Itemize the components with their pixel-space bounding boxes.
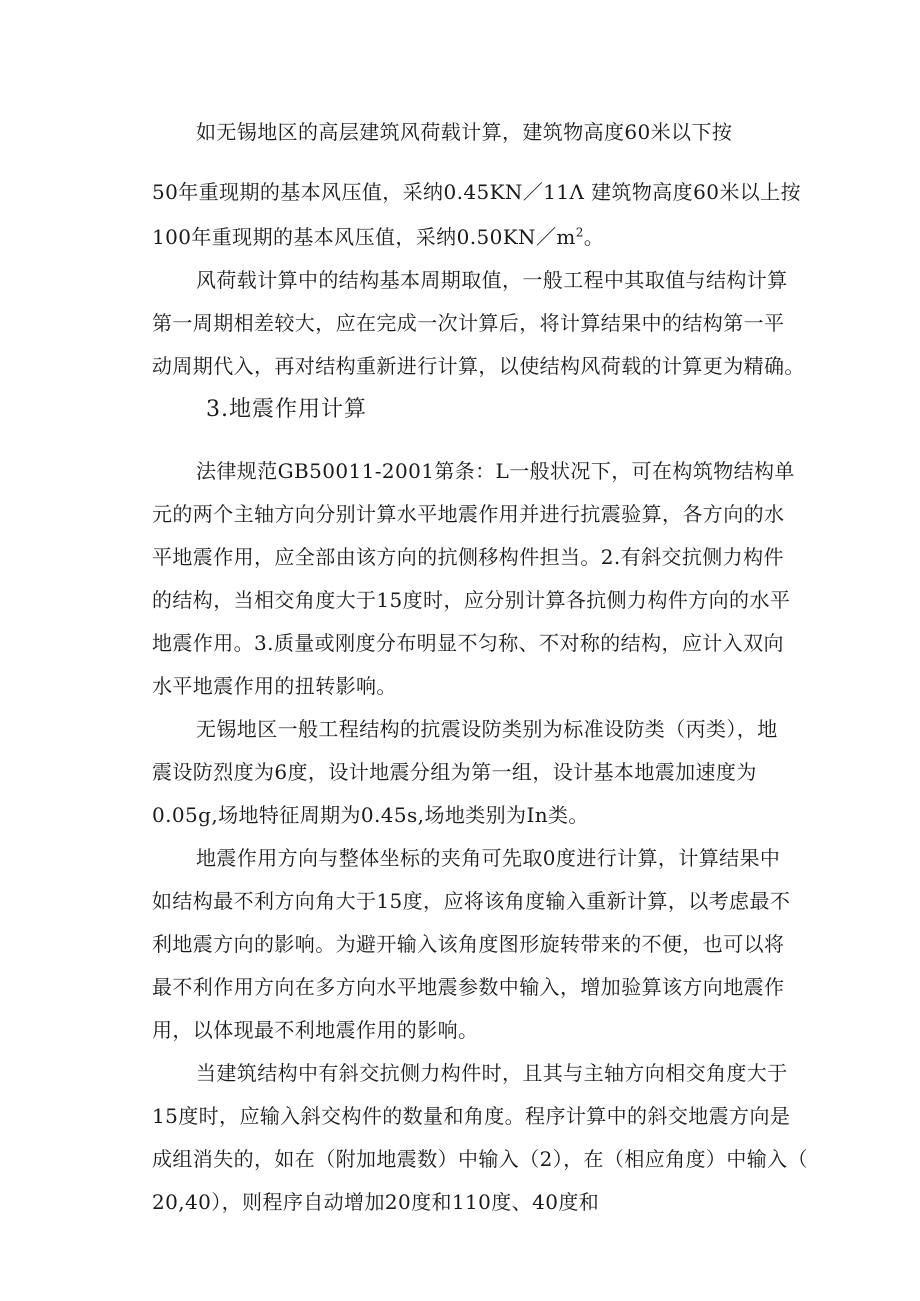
para1-line3 [152, 223, 604, 251]
para4-line1: 无锡地区一般工程结构的抗震设防类别为标准设防类（丙类），地 [196, 717, 778, 741]
para4-line2: 震设防烈度为6度，设计地震分组为第一组，设计基本地震加速度为 [152, 760, 757, 784]
para2-line3: 动周期代入，再对结构重新进行计算，以使结构风荷载的计算更为精确。 [152, 354, 805, 378]
para6-line3: 成组消失的，如在（附加地震数）中输入（2），在（相应角度）中输入（ [152, 1147, 808, 1171]
para3-line1: 法律规范GB50011-2001第条：L一般状况下，可在构筑物结构单 [196, 459, 795, 483]
para1-line3-suffix: 。 [583, 225, 605, 249]
para6-line4: 20,40），则程序自动增加20度和110度、40度和 [152, 1190, 600, 1214]
para5-line3: 利地震方向的影响。为避开输入该角度图形旋转带来的不便，也可以将 [152, 932, 785, 956]
section-heading: 3.地震作用计算 [206, 397, 367, 422]
para3-line4: 的结构，当相交角度大于15度时，应分别计算各抗侧力构件方向的水平 [152, 588, 791, 612]
para1-line3-text: 100年重现期的基本风压值，采纳0.50KN／m [152, 225, 576, 249]
para1-line1: 如无锡地区的高层建筑风荷载计算，建筑物高度60米以下按 [196, 120, 733, 144]
para5-line1: 地震作用方向与整体坐标的夹角可先取0度进行计算，计算结果中 [196, 846, 781, 870]
para3-line6: 水平地震作用的扭转影响。 [152, 674, 397, 698]
para5-line2: 如结构最不利方向角大于15度，应将该角度输入重新计算，以考虑最不 [152, 889, 791, 913]
para1-line2: 50年重现期的基本风压值，采纳0.45KN／11Λ 建筑物高度60米以上按 [152, 180, 801, 204]
para3-line2: 元的两个主轴方向分别计算水平地震作用并进行抗震验算，各方向的水 [152, 502, 785, 526]
para6-line2: 15度时，应输入斜交构件的数量和角度。程序计算中的斜交地震方向是 [152, 1104, 791, 1128]
para3-line3: 平地震作用，应全部由该方向的抗侧移构件担当。2.有斜交抗侧力构件 [152, 545, 784, 569]
para5-line5: 用，以体现最不利地震作用的影响。 [152, 1018, 479, 1042]
para2-line1: 风荷载计算中的结构基本周期取值，一般工程中其取值与结构计算 [196, 268, 788, 292]
para2-line2: 第一周期相差较大，应在完成一次计算后，将计算结果中的结构第一平 [152, 311, 785, 335]
superscript-2: 2 [575, 225, 584, 240]
para3-line5: 地震作用。3.质量或刚度分布明显不匀称、不对称的结构，应计入双向 [152, 631, 784, 655]
para6-line1: 当建筑结构中有斜交抗侧力构件时，且其与主轴方向相交角度大于 [196, 1061, 788, 1085]
para5-line4: 最不利作用方向在多方向水平地震参数中输入，增加验算该方向地震作 [152, 975, 785, 999]
para4-line3: 0.05g,场地特征周期为0.45s,场地类别为In类。 [152, 803, 589, 827]
